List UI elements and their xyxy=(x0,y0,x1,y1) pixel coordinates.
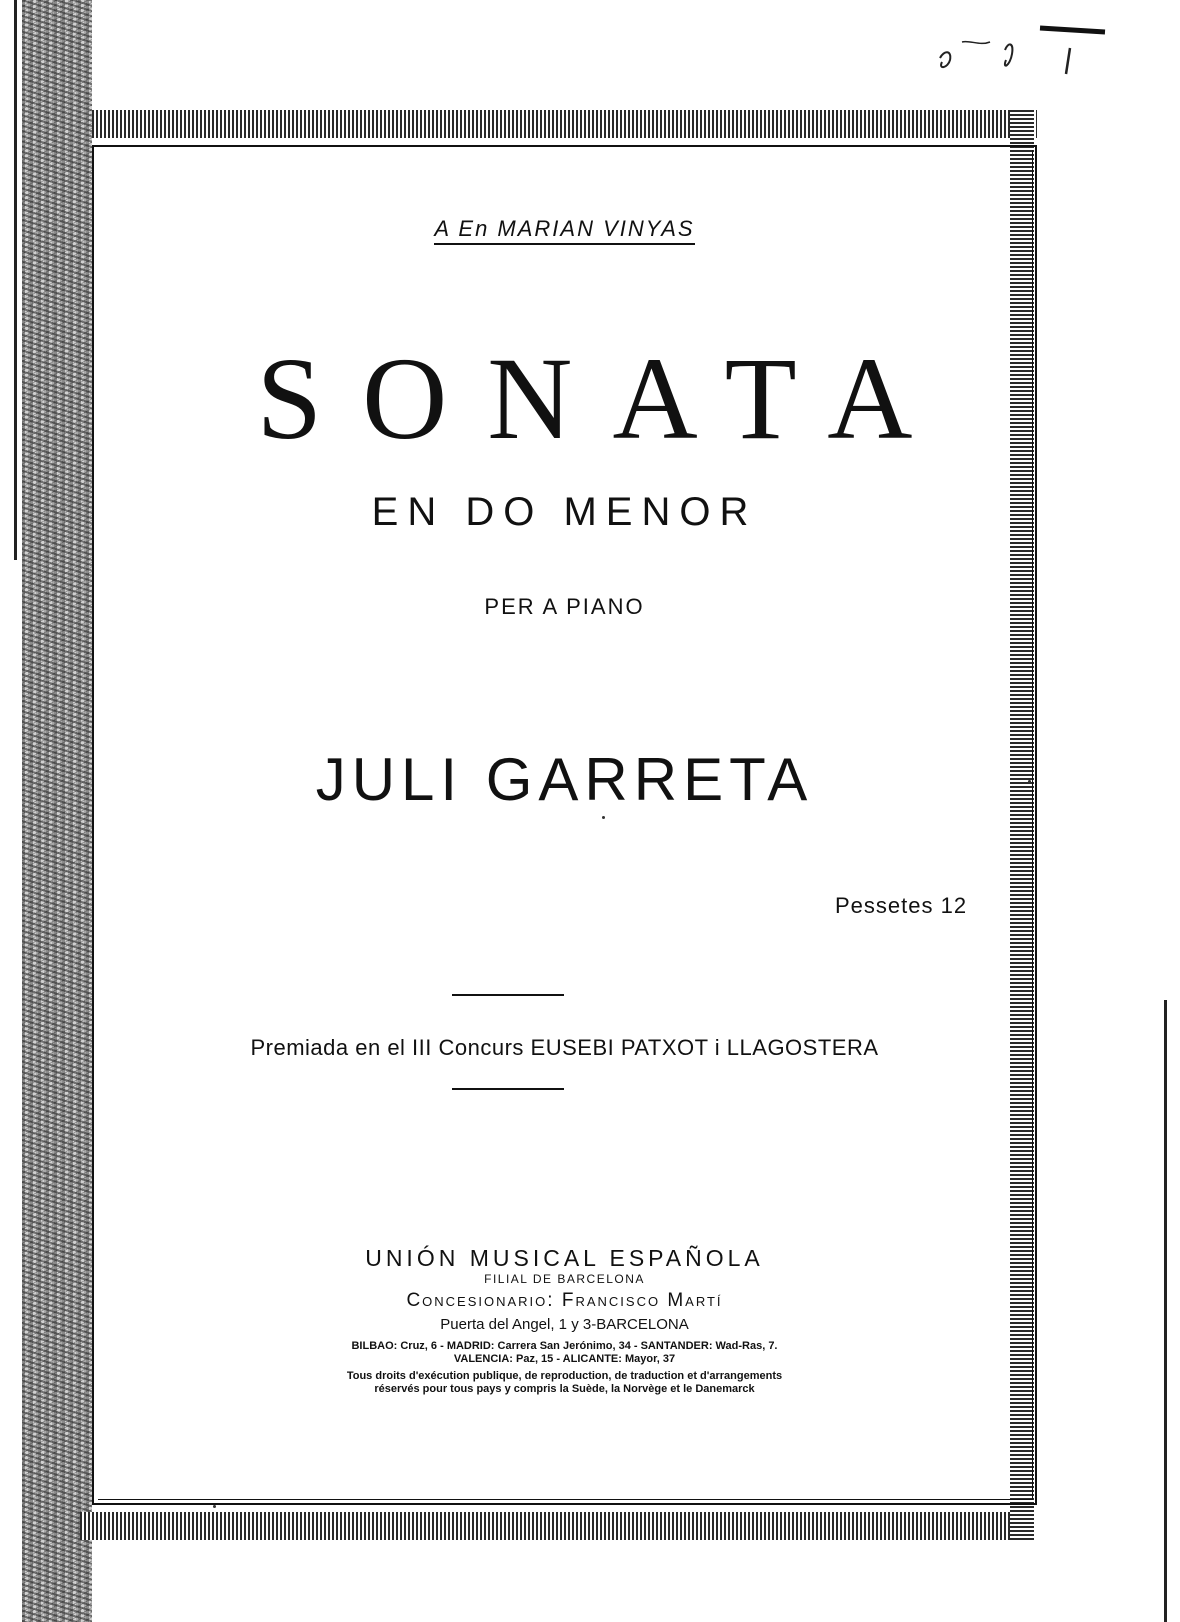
award-line: Premiada en el III Concurs EUSEBI PATXOT i LLAGOSTERA xyxy=(250,1035,879,1060)
page-edge-line xyxy=(1164,1000,1167,1622)
branches-line-2: VALENCIA: Paz, 15 - ALICANTE: Mayor, 37 xyxy=(453,1353,676,1365)
divider-bottom xyxy=(452,1088,564,1090)
publisher-address: Puerta del Angel, 1 y 3-BARCELONA xyxy=(440,1316,689,1333)
handwritten-annotation-icon xyxy=(930,20,1110,80)
speck xyxy=(1028,780,1031,783)
bottom-border-hatching xyxy=(80,1512,1030,1540)
rights-line-2: réservés pour tous pays y compris la Suède, la Norvège et le Danemarck xyxy=(374,1383,755,1395)
speck xyxy=(213,1505,216,1508)
rights-line-1: Tous droits d'exécution publique, de reproduction, de traduction et d'arrangements xyxy=(346,1370,783,1382)
divider-top xyxy=(452,994,564,996)
publisher-name: UNIÓN MUSICAL ESPAÑOLA xyxy=(365,1245,764,1271)
dedication: A En MARIAN VINYAS xyxy=(92,216,1037,242)
binding-edge-line xyxy=(14,0,17,560)
publisher-concessionaire: Concesionario: Francisco Martí xyxy=(406,1290,723,1311)
subtitle: EN DO MENOR xyxy=(371,490,758,534)
instrument: PER A PIANO xyxy=(484,594,645,619)
top-border-hatching xyxy=(92,110,1037,138)
rights-notice xyxy=(92,1370,1037,1396)
branches-line-1: BILBAO: Cruz, 6 - MADRID: Carrera San Jerónimo, 34 - SANTANDER: Wad-Ras, 7. xyxy=(351,1340,778,1352)
composer-name: JULI GARRETA xyxy=(315,746,814,813)
publisher-branch: FILIAL DE BARCELONA xyxy=(484,1272,645,1286)
page-title: SONATA xyxy=(256,333,953,464)
speck xyxy=(602,816,605,819)
binding-spine xyxy=(22,0,92,1622)
price: Pessetes 12 xyxy=(835,893,968,918)
publisher-branches xyxy=(92,1340,1037,1366)
